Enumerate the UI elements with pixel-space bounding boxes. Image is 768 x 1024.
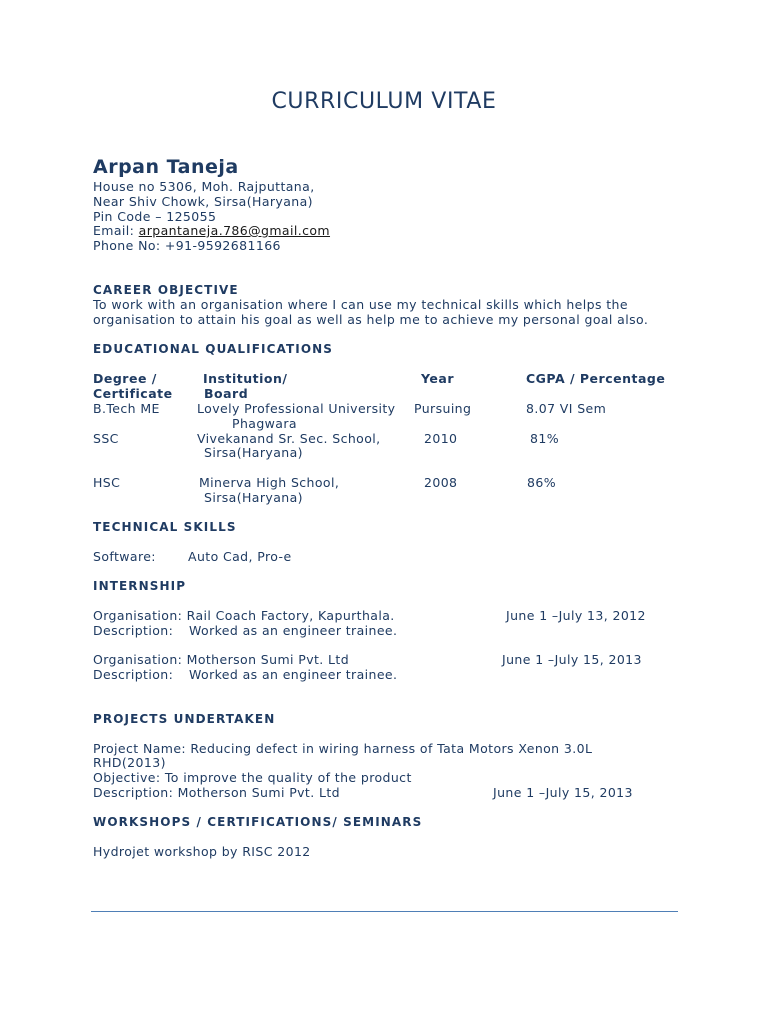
internship-2-organisation: Organisation: Motherson Sumi Pvt. Ltd	[93, 652, 350, 667]
section-heading-technical-skills: TECHNICAL SKILLS	[93, 520, 237, 534]
edu-row-1-degree: B.Tech ME	[93, 401, 160, 416]
project-dates: June 1 –July 15, 2013	[493, 785, 633, 800]
internship-1-description-label: Description:	[93, 623, 174, 638]
edu-row-2-institution-location: Sirsa(Haryana)	[204, 445, 303, 460]
internship-2-description: Worked as an engineer trainee.	[189, 667, 398, 682]
project-objective: Objective: To improve the quality of the product	[93, 770, 412, 785]
project-name-line-2: RHD(2013)	[93, 755, 166, 770]
edu-row-1-score: 8.07 VI Sem	[526, 401, 607, 416]
internship-2-dates: June 1 –July 15, 2013	[502, 652, 642, 667]
col-header-year: Year	[421, 371, 454, 386]
section-heading-career-objective: CAREER OBJECTIVE	[93, 283, 239, 297]
internship-1-dates: June 1 –July 13, 2012	[506, 608, 646, 623]
col-header-cgpa: CGPA / Percentage	[526, 371, 666, 386]
edu-row-2-year: 2010	[424, 431, 458, 446]
edu-row-1-year: Pursuing	[414, 401, 472, 416]
email-label: Email:	[93, 223, 139, 238]
col-header-institution-1: Institution/	[203, 371, 288, 386]
project-name-line-1: Project Name: Reducing defect in wiring harness of Tata Motors Xenon 3.0L	[93, 741, 593, 756]
phone-number: Phone No: +91-9592681166	[93, 238, 281, 253]
edu-row-3-institution-location: Sirsa(Haryana)	[204, 490, 303, 505]
software-label: Software:	[93, 549, 156, 564]
bottom-divider	[91, 911, 678, 912]
edu-row-3-institution: Minerva High School,	[199, 475, 340, 490]
col-header-degree-1: Degree /	[93, 371, 157, 386]
edu-row-2-score: 81%	[530, 431, 559, 446]
edu-row-3-year: 2008	[424, 475, 458, 490]
address-line-2: Near Shiv Chowk, Sirsa(Haryana)	[93, 194, 313, 209]
section-heading-workshops: WORKSHOPS / CERTIFICATIONS/ SEMINARS	[93, 815, 423, 829]
edu-row-2-degree: SSC	[93, 431, 119, 446]
edu-row-1-institution-location: Phagwara	[232, 416, 297, 431]
project-description: Description: Motherson Sumi Pvt. Ltd	[93, 785, 340, 800]
section-heading-projects: PROJECTS UNDERTAKEN	[93, 712, 276, 726]
software-value: Auto Cad, Pro-e	[188, 549, 292, 564]
career-objective-line-2: organisation to attain his goal as well as help me to achieve my personal goal also.	[93, 312, 649, 327]
email-line	[93, 223, 330, 238]
col-header-degree-2: Certificate	[93, 386, 173, 401]
edu-row-1-institution: Lovely Professional University	[197, 401, 396, 416]
candidate-name: Arpan Taneja	[93, 156, 239, 178]
internship-1-organisation: Organisation: Rail Coach Factory, Kapurthala.	[93, 608, 395, 623]
col-header-institution-2: Board	[204, 386, 249, 401]
workshop-item: Hydrojet workshop by RISC 2012	[93, 844, 311, 859]
document-title: CURRICULUM VITAE	[271, 89, 497, 114]
edu-row-2-institution: Vivekanand Sr. Sec. School,	[197, 431, 381, 446]
email-link[interactable]: arpantaneja.786@gmail.com	[138, 223, 331, 238]
section-heading-internship: INTERNSHIP	[93, 579, 187, 593]
edu-row-3-score: 86%	[527, 475, 556, 490]
pin-code: Pin Code – 125055	[93, 209, 217, 224]
edu-row-3-degree: HSC	[93, 475, 121, 490]
internship-1-description: Worked as an engineer trainee.	[189, 623, 398, 638]
section-heading-education: EDUCATIONAL QUALIFICATIONS	[93, 342, 334, 356]
career-objective-line-1: To work with an organisation where I can use my technical skills which helps the	[93, 297, 628, 312]
address-line-1: House no 5306, Moh. Rajputtana,	[93, 179, 315, 194]
internship-2-description-label: Description:	[93, 667, 174, 682]
